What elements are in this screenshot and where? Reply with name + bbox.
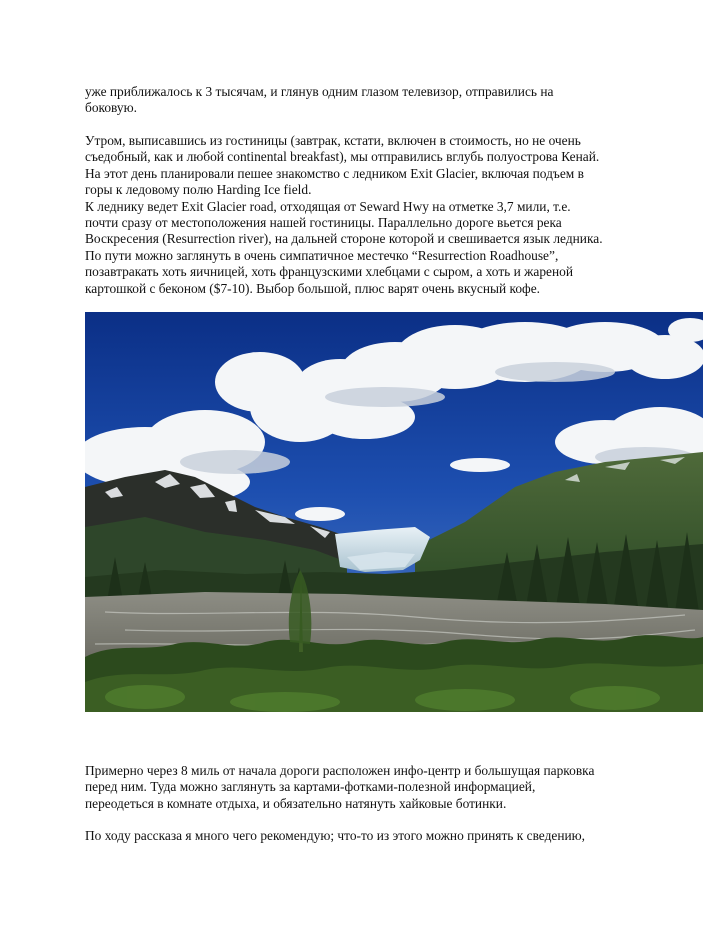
text-line: Примерно через 8 миль от начала дороги расположен инфо-центр и большущая парковка <box>85 763 595 778</box>
text-line: Воскресения (Resurrection river), на дальней стороне которой и свешивается язык ледника. <box>85 231 603 247</box>
text-line: картошкой с беконом ($7-10). Выбор большой, плюс варят очень вкусный кофе. <box>85 280 540 296</box>
text-line: На этот день планировали пешее знакомство с ледником Exit Glacier, включая подъем в <box>85 165 584 181</box>
text-line: съедобный, как и любой continental breakfast), мы отправились вглубь полуострова Кенай. <box>85 149 600 165</box>
text-line: перед ним. Туда можно заглянуть за картами-фотками-полезной информацией, <box>85 779 536 795</box>
paragraph-2 <box>85 133 665 297</box>
text-line: позавтракать хоть яичницей, хоть французскими хлебцами с сыром, а хоть и жареной <box>85 264 574 280</box>
text-line: К леднику ведет Exit Glacier road, отходящая от Seward Hwy на отметке 3,7 мили, т.е. <box>85 198 571 214</box>
text-line: переодеться в комнате отдыха, и обязательно натянуть хайковые ботинки. <box>85 795 507 811</box>
text-line: горы к ледовому полю Harding Ice field. <box>85 182 312 198</box>
text-line: По ходу рассказа я много чего рекомендую; что-то из этого можно принять к сведению, <box>85 828 586 843</box>
glacier-landscape-photo <box>85 312 703 712</box>
text-line: уже приближалось к 3 тысячам, и глянув одним глазом телевизор, отправились на <box>85 84 554 99</box>
paragraph-3 <box>85 763 665 812</box>
text-line: почти сразу от местоположения нашей гостиницы. Параллельно дороге вьется река <box>85 215 562 231</box>
text-line: боковую. <box>85 100 137 116</box>
text-line: По пути можно заглянуть в очень симпатичное местечко “Resurrection Roadhouse”, <box>85 247 559 263</box>
paragraph-4 <box>85 828 665 844</box>
text-line: Утром, выписавшись из гостиницы (завтрак, кстати, включен в стоимость, но не очень <box>85 133 581 148</box>
paragraph-1 <box>85 84 665 117</box>
